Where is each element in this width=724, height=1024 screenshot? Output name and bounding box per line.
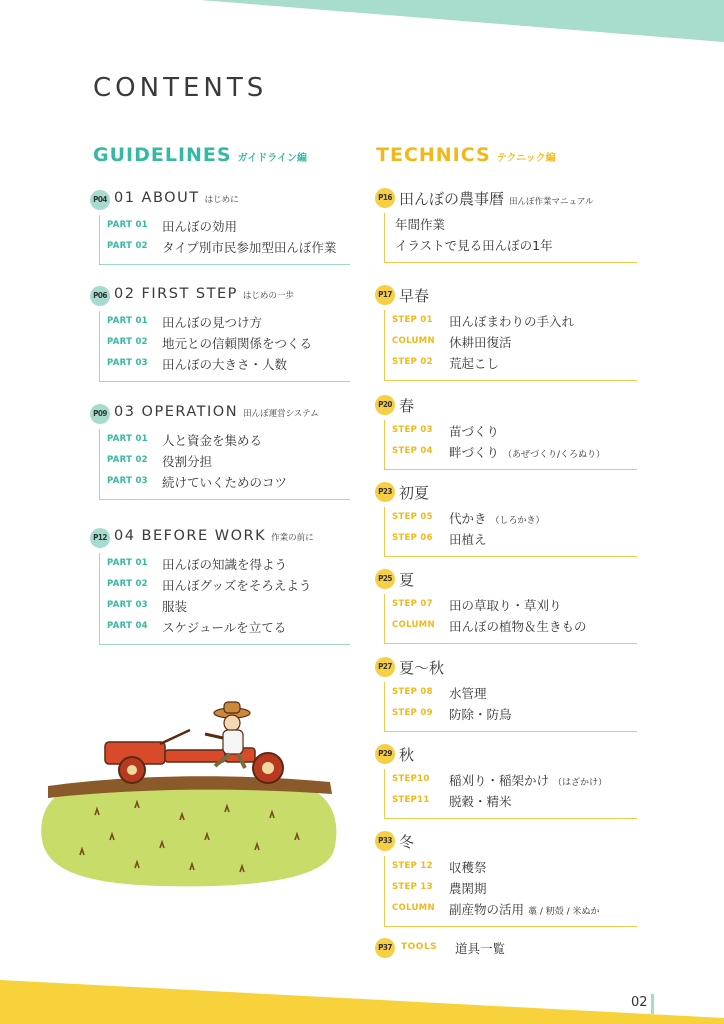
page-badge: P29 xyxy=(375,744,395,764)
toc-item[interactable] xyxy=(100,597,350,618)
item-label: STEP 05 xyxy=(392,512,433,522)
field-shape xyxy=(41,784,336,886)
page-badge: P17 xyxy=(375,285,395,305)
section-title: 春 xyxy=(399,397,415,415)
item-text: 田んぼグッズをそろえよう xyxy=(162,578,312,593)
item-text xyxy=(449,900,600,918)
item-label: STEP 06 xyxy=(392,533,433,543)
item-label: PART 02 xyxy=(107,241,148,251)
item-text: 続けていくためのコツ xyxy=(162,475,288,490)
item-note: （あぜづくり/くろぬり） xyxy=(503,450,606,460)
item-text xyxy=(449,443,605,461)
item-text xyxy=(449,509,545,527)
item-text: 人と資金を集める xyxy=(162,433,263,448)
guidelines-heading-text: GUIDELINES xyxy=(93,144,232,166)
section-title xyxy=(114,190,239,206)
section-title: 冬 xyxy=(399,833,415,851)
toc-item[interactable] xyxy=(385,684,637,705)
item-label: PART 01 xyxy=(107,434,148,444)
item-text: タイプ別市民参加型田んぼ作業 xyxy=(162,240,337,255)
section-subtitle: 田んぼ運営システム xyxy=(243,409,319,419)
toc-item[interactable] xyxy=(100,452,350,473)
item-text: 田植え xyxy=(449,532,487,547)
technics-tools[interactable] xyxy=(375,937,637,963)
page-badge: P25 xyxy=(375,569,395,589)
item-text: 田の草取り・草刈り xyxy=(449,598,562,613)
section-title: 夏 xyxy=(399,571,415,589)
section-title: 早春 xyxy=(399,287,430,305)
item-label: STEP 09 xyxy=(392,708,433,718)
toc-item[interactable] xyxy=(100,473,350,494)
item-label: PART 02 xyxy=(107,455,148,465)
toc-item[interactable] xyxy=(385,705,637,726)
toc-item[interactable] xyxy=(385,879,637,900)
technics-section-early-spring[interactable] xyxy=(375,284,637,381)
technics-heading xyxy=(376,144,556,166)
item-label: PART 02 xyxy=(107,337,148,347)
item-text-main: 稲刈り・稲架かけ xyxy=(449,773,550,788)
toc-item[interactable] xyxy=(100,576,350,597)
item-text: 田んぼまわりの手入れ xyxy=(449,314,575,329)
technics-section-calendar[interactable] xyxy=(375,187,637,263)
item-label: COLUMN xyxy=(392,903,435,913)
page-badge: P23 xyxy=(375,482,395,502)
toc-item[interactable] xyxy=(385,792,637,813)
toc-item[interactable] xyxy=(385,422,637,443)
toc-item[interactable] xyxy=(385,596,637,617)
item-label: PART 01 xyxy=(107,316,148,326)
section-subtitle: はじめの一歩 xyxy=(242,291,294,301)
toc-item[interactable] xyxy=(385,509,637,530)
toc-item[interactable] xyxy=(100,334,350,355)
technics-section-early-summer[interactable] xyxy=(375,481,637,557)
item-text-main: 畔づくり xyxy=(449,445,500,460)
toc-item[interactable] xyxy=(385,858,637,879)
item-label: PART 03 xyxy=(107,358,148,368)
item-label: PART 04 xyxy=(107,621,148,631)
item-label: PART 01 xyxy=(107,558,148,568)
technics-heading-sub: テクニック編 xyxy=(496,153,556,164)
guidelines-heading-sub: ガイドライン編 xyxy=(237,153,307,164)
page-number-bar xyxy=(651,994,654,1014)
item-text: 役割分担 xyxy=(162,454,213,469)
toc-item[interactable] xyxy=(385,771,637,792)
item-text: 脱穀・精米 xyxy=(449,794,512,809)
tools-text: 道具一覧 xyxy=(455,941,506,956)
toc-item[interactable] xyxy=(385,312,637,333)
section-title-text: 02 FIRST STEP xyxy=(114,286,238,302)
page-number: 02 xyxy=(631,995,648,1010)
toc-item[interactable] xyxy=(385,215,637,236)
top-teal-stripe xyxy=(200,0,724,42)
item-label: PART 02 xyxy=(107,579,148,589)
toc-item[interactable] xyxy=(385,530,637,551)
toc-item[interactable] xyxy=(100,355,350,376)
tractor-illustration xyxy=(40,690,350,890)
section-title xyxy=(399,188,594,209)
item-label: COLUMN xyxy=(392,620,435,630)
item-text: 田んぼの効用 xyxy=(162,219,238,234)
item-label: PART 03 xyxy=(107,600,148,610)
guidelines-section-before-work[interactable] xyxy=(90,527,350,645)
item-label: PART 03 xyxy=(107,476,148,486)
item-note: 藁 / 籾殻 / 米ぬか xyxy=(528,907,600,917)
item-text xyxy=(449,771,607,789)
item-text: 服装 xyxy=(162,599,188,614)
page-badge: P20 xyxy=(375,395,395,415)
item-text-main: 副産物の活用 xyxy=(449,902,525,917)
item-label: STEP 01 xyxy=(392,315,433,325)
item-text: 地元との信頼関係をつくる xyxy=(162,336,313,351)
item-text: 収穫祭 xyxy=(449,860,487,875)
tools-label: TOOLS xyxy=(401,942,438,952)
item-label: COLUMN xyxy=(392,336,435,346)
item-text: 防除・防鳥 xyxy=(449,707,512,722)
item-text: 苗づくり xyxy=(449,424,500,439)
item-label: PART 01 xyxy=(107,220,148,230)
section-title xyxy=(114,286,294,302)
bottom-yellow-stripe xyxy=(0,980,724,1024)
item-text: 田んぼの大きさ・人数 xyxy=(162,357,288,372)
item-label: STEP 02 xyxy=(392,357,433,367)
item-note: （しろかき） xyxy=(490,516,545,526)
toc-item[interactable] xyxy=(100,431,350,452)
toc-item[interactable] xyxy=(100,313,350,334)
technics-heading-text: TECHNICS xyxy=(376,144,491,166)
item-text: 田んぼの見つけ方 xyxy=(162,315,263,330)
item-text: 休耕田復活 xyxy=(449,335,512,350)
technics-section-summer[interactable] xyxy=(375,568,637,644)
item-text: 年間作業 xyxy=(395,217,446,232)
page-badge: P37 xyxy=(375,938,395,958)
page-badge: P33 xyxy=(375,831,395,851)
item-label: STEP 03 xyxy=(392,425,433,435)
page-title: CONTENTS xyxy=(93,73,268,103)
item-text: 田んぼの知識を得よう xyxy=(162,557,288,572)
toc-item[interactable] xyxy=(100,555,350,576)
toc-item[interactable] xyxy=(100,238,350,259)
item-text: 田んぼの植物＆生きもの xyxy=(449,619,587,634)
section-title: 夏〜秋 xyxy=(399,659,445,677)
toc-item[interactable] xyxy=(385,333,637,354)
tractor xyxy=(105,730,283,783)
section-title: 秋 xyxy=(399,746,415,764)
toc-item[interactable] xyxy=(385,900,637,921)
section-title-text: 04 BEFORE WORK xyxy=(114,528,267,544)
technics-section-spring[interactable] xyxy=(375,394,637,470)
page-badge: P27 xyxy=(375,657,395,677)
item-text: 農閑期 xyxy=(449,881,487,896)
item-text: 荒起こし xyxy=(449,356,500,371)
item-note: （はざかけ） xyxy=(553,778,608,788)
toc-item[interactable] xyxy=(385,354,637,375)
item-text: イラストで見る田んぼの1年 xyxy=(395,238,553,253)
toc-item[interactable] xyxy=(385,236,637,257)
item-label: STEP 04 xyxy=(392,446,433,456)
section-title xyxy=(114,404,319,420)
item-label: STEP 13 xyxy=(392,882,433,892)
section-title xyxy=(114,528,314,544)
item-label: STEP 08 xyxy=(392,687,433,697)
page-badge: P12 xyxy=(90,528,110,548)
section-title: 初夏 xyxy=(399,484,430,502)
technics-section-winter[interactable] xyxy=(375,830,637,927)
item-text: 水管理 xyxy=(449,686,487,701)
section-subtitle: 作業の前に xyxy=(271,533,314,543)
section-title-text: 01 ABOUT xyxy=(114,190,200,206)
section-title-text: 田んぼの農事暦 xyxy=(399,190,505,208)
toc-item[interactable] xyxy=(100,217,350,238)
item-text: スケジュールを立てる xyxy=(162,620,287,635)
section-subtitle: はじめに xyxy=(204,195,239,205)
section-subtitle: 田んぼ作業マニュアル xyxy=(509,197,594,207)
page-badge: P16 xyxy=(375,188,395,208)
page-badge: P04 xyxy=(90,190,110,210)
guidelines-heading xyxy=(93,144,307,166)
guidelines-section-operation[interactable] xyxy=(90,403,350,500)
toc-item[interactable] xyxy=(385,617,637,638)
item-label: STEP10 xyxy=(392,774,430,784)
guidelines-section-about[interactable] xyxy=(90,189,350,265)
toc-item[interactable] xyxy=(385,443,637,464)
technics-section-summer-autumn[interactable] xyxy=(375,656,637,732)
item-label: STEP 12 xyxy=(392,861,433,871)
guidelines-section-first-step[interactable] xyxy=(90,285,350,382)
item-text-main: 代かき xyxy=(449,511,487,526)
page-badge: P09 xyxy=(90,404,110,424)
item-label: STEP 07 xyxy=(392,599,433,609)
section-title-text: 03 OPERATION xyxy=(114,404,239,420)
toc-item[interactable] xyxy=(100,618,350,639)
item-label: STEP11 xyxy=(392,795,430,805)
technics-section-autumn[interactable] xyxy=(375,743,637,819)
page-badge: P06 xyxy=(90,286,110,306)
